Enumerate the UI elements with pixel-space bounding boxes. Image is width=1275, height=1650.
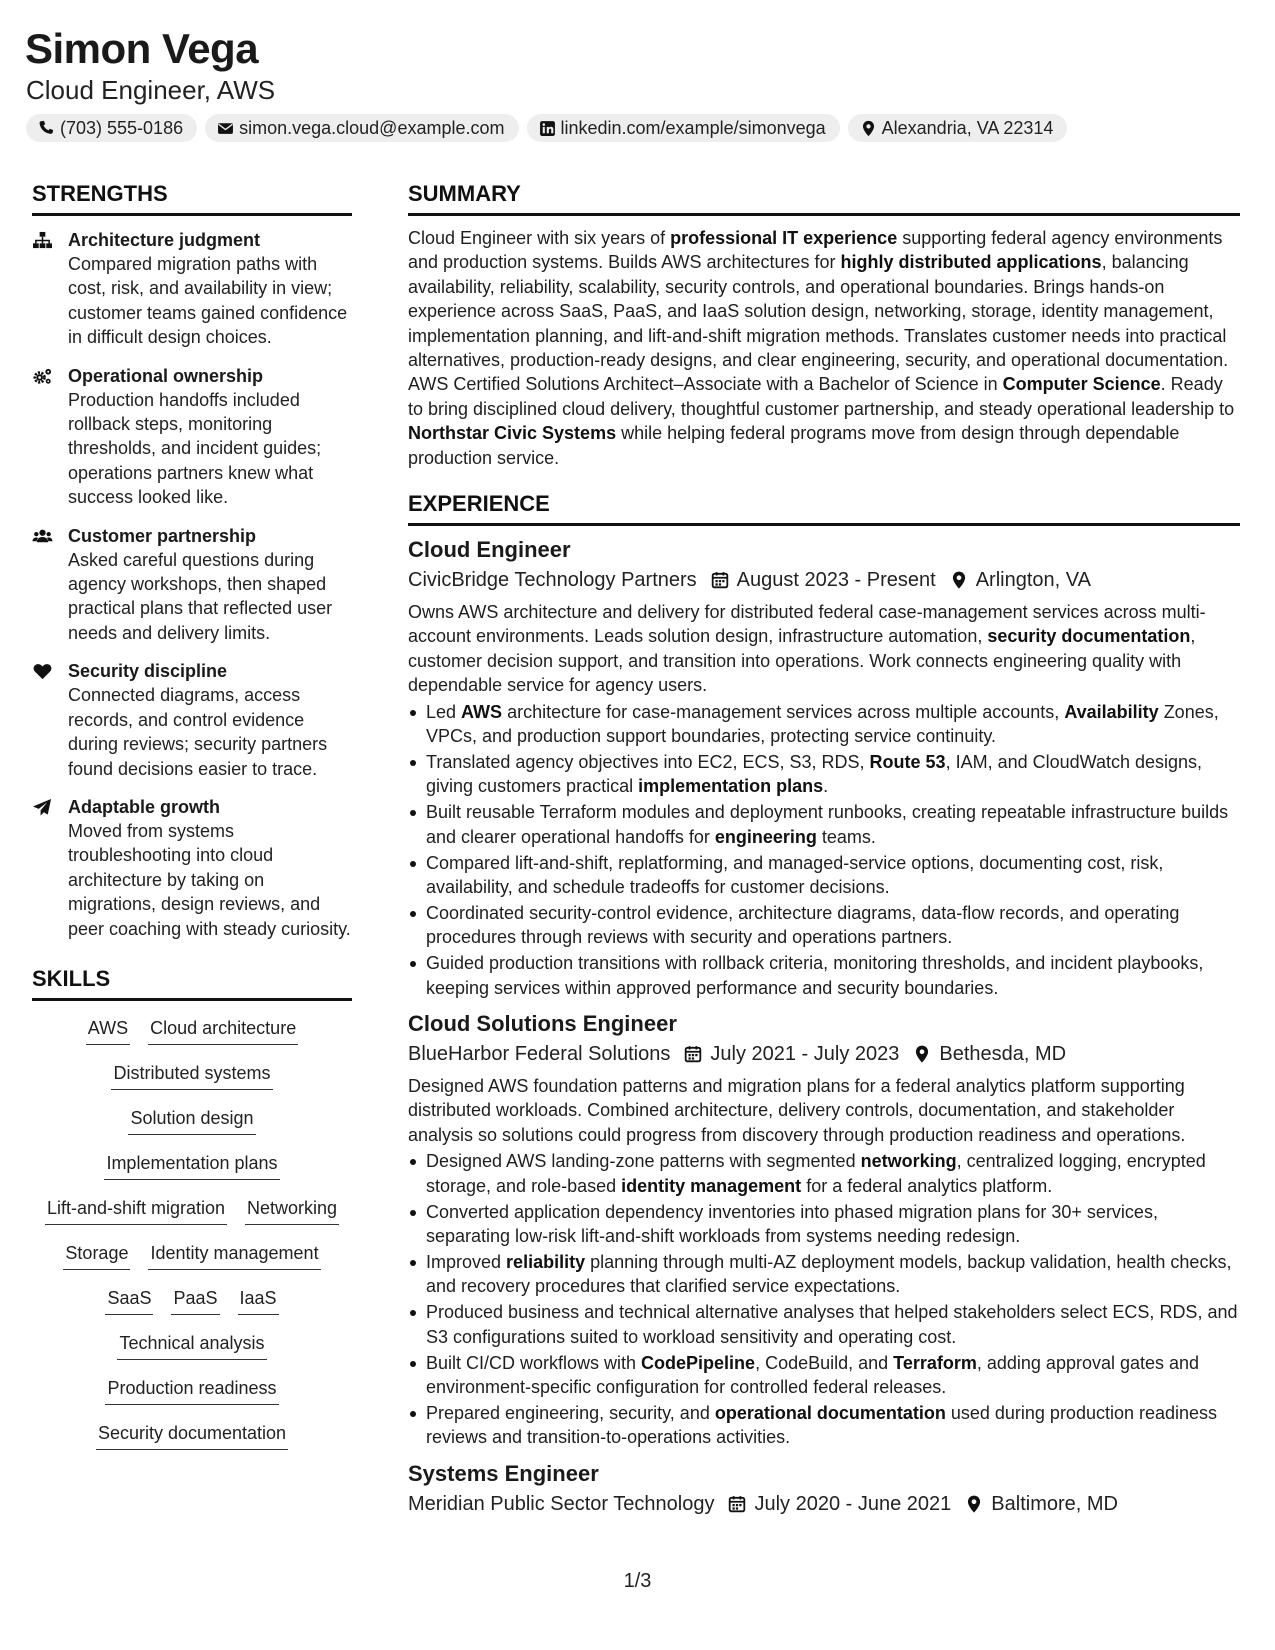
text-run: Designed AWS foundation patterns and migration plans for a federal analytics platform supporting distributed workloads. Combined architecture, delivery controls, documentation, and stakeholder analysis so solutions could progress from discovery through production readiness and operations. <box>408 1076 1186 1145</box>
text-run: for a federal analytics platform. <box>801 1175 1053 1196</box>
job-title: Cloud Solutions Engineer <box>408 1011 677 1037</box>
map-marker-icon <box>950 571 968 589</box>
heart-icon <box>32 662 53 681</box>
text-run: Produced business and technical alternative analyses that helped stakeholders select ECS, RDS, and S3 configurations suited to workload sensitivity and operating cost. <box>426 1302 1238 1347</box>
job-meta <box>408 1490 1240 1518</box>
summary-heading: SUMMARY <box>408 181 521 206</box>
text-run: , CodeBuild, and <box>755 1352 894 1373</box>
emphasis-text: CodePipeline <box>641 1352 756 1373</box>
job-title: Cloud Engineer <box>408 537 571 563</box>
text-run: Prepared engineering, security, and <box>426 1402 715 1423</box>
text-run: Converted application dependency inventories into phased migration plans for 30+ services, separating low-risk lift-and-shift workloads from systems needing redesign. <box>426 1201 1158 1246</box>
strength-desc: Connected diagrams, access records, and control evidence during reviews; security partners found decisions easier to trace. <box>68 685 328 779</box>
job-company: CivicBridge Technology Partners <box>408 569 697 592</box>
text-run: Zones, VPCs, and production support boundaries, protecting service continuity. <box>426 701 1219 747</box>
job-company: BlueHarbor Federal Solutions <box>408 1043 671 1066</box>
strengths-list <box>32 228 352 941</box>
skills-row <box>32 1060 352 1105</box>
job-bullet <box>408 901 1240 950</box>
text-run: Built CI/CD workflows with <box>426 1352 642 1373</box>
right-column <box>408 180 1240 1518</box>
text-run: Compared lift-and-shift, replatforming, and managed-service options, documenting cost, risk, availability, and schedule tradeoffs for customer decisions. <box>426 852 1164 898</box>
skills-rule <box>32 998 352 1001</box>
job-summary <box>408 1074 1240 1147</box>
experience-heading: EXPERIENCE <box>408 491 550 517</box>
job-location: Arlington, VA <box>975 569 1091 592</box>
skill-tag: Implementation plans <box>104 1150 279 1180</box>
strength-title: Adaptable growth <box>68 796 220 817</box>
text-run: , balancing availability, reliability, scalability, security controls, and operational boundaries. Brings hands-on experience across SaaS, PaaS, and IaaS solution design, networking, storage, identity management, implementation planning, and lift-and-shift migration methods. Translates customer needs into practical alternatives, production-ready designs, and clear engineering, security, and operational documentation. AWS Certified Solutions Architect–Associate with a Bachelor of Science in <box>408 252 1229 395</box>
strength-desc: Compared migration paths with cost, risk, and availability in view; customer teams gained confidence in difficult design choices. <box>68 254 348 348</box>
left-column <box>32 180 352 1465</box>
emphasis-text: identity management <box>621 1175 802 1196</box>
skill-tag: Lift-and-shift migration <box>45 1195 227 1225</box>
emphasis-text: implementation plans <box>638 776 824 797</box>
emphasis-text: professional IT experience <box>670 228 898 248</box>
calendar-icon <box>728 1495 746 1513</box>
skills-row <box>32 1240 352 1285</box>
contact-bar <box>26 114 1067 142</box>
emphasis-text: Computer Science <box>1002 374 1161 395</box>
job-meta <box>408 1040 1240 1068</box>
candidate-role: Cloud Engineer, AWS <box>26 75 276 105</box>
job-dates: August 2023 - Present <box>736 569 936 592</box>
strength-desc: Production handoffs included rollback steps, monitoring thresholds, and incident guides; operations partners knew what success looked like. <box>68 389 322 508</box>
text-run: supporting federal agency environments and production systems. Builds AWS architectures for <box>408 228 1223 273</box>
phone-icon <box>38 120 55 137</box>
text-run: Designed AWS landing-zone patterns with segmented <box>426 1151 861 1172</box>
map-marker-icon <box>965 1495 983 1513</box>
job-bullet <box>408 1250 1240 1299</box>
text-run: . Ready to bring disciplined cloud delivery, thoughtful customer partnership, and steady operational leadership to <box>408 374 1235 419</box>
map-marker-icon <box>913 1045 931 1063</box>
skill-tag: Networking <box>245 1195 339 1225</box>
skill-tag: Identity management <box>148 1240 320 1270</box>
paper-plane-icon <box>32 798 53 817</box>
emphasis-text: reliability <box>506 1251 586 1272</box>
strength-item <box>32 228 352 350</box>
summary-text <box>408 226 1240 470</box>
emphasis-text: Route 53 <box>869 752 946 772</box>
text-run: Coordinated security-control evidence, architecture diagrams, data-flow records, and operating procedures through reviews with security and operations partners. <box>426 902 1180 948</box>
job-bullets <box>408 700 1240 1000</box>
text-run: Owns AWS architecture and delivery for distributed federal case-management services across multi-account environments. Leads solution design, infrastructure automation, <box>408 602 1206 647</box>
text-run: architecture for case-management services across multiple accounts, <box>502 701 1065 722</box>
skills-heading: SKILLS <box>32 965 111 991</box>
text-run: used during production readiness reviews and transition-to-operations activities. <box>426 1402 1218 1448</box>
job-company: Meridian Public Sector Technology <box>408 1492 715 1515</box>
text-run: planning through multi-AZ deployment models, backup validation, health checks, and recovery procedures that clarified service expectations. <box>426 1251 1232 1297</box>
strength-item <box>32 659 352 781</box>
emphasis-text: highly distributed applications <box>840 252 1102 273</box>
contact-location-text: Alexandria, VA 22314 <box>881 117 1054 138</box>
strength-item <box>32 364 352 510</box>
job-dates: July 2020 - June 2021 <box>754 1492 952 1515</box>
strength-title: Security discipline <box>68 661 228 682</box>
job-bullet <box>408 1200 1240 1249</box>
job-bullet <box>408 851 1240 900</box>
job-location: Baltimore, MD <box>991 1492 1118 1515</box>
strength-title: Customer partnership <box>68 525 257 546</box>
strength-title: Architecture judgment <box>68 230 261 250</box>
text-run: while helping federal programs move from design through dependable production service. <box>408 423 1180 468</box>
job-title: Systems Engineer <box>408 1460 599 1486</box>
calendar-icon <box>711 571 729 589</box>
job-bullet <box>408 1149 1240 1198</box>
job-bullet <box>408 750 1240 799</box>
sitemap-icon <box>32 231 53 250</box>
strength-item <box>32 795 352 941</box>
job-bullet <box>408 700 1240 749</box>
job-bullet <box>408 1401 1240 1450</box>
skill-tag: IaaS <box>238 1285 279 1315</box>
text-run: Cloud Engineer with six years of <box>408 228 671 248</box>
skills-row <box>32 1195 352 1240</box>
contact-phone[interactable] <box>26 114 197 142</box>
emphasis-text: Northstar Civic Systems <box>408 423 617 444</box>
text-run: . <box>823 776 829 797</box>
experience-rule <box>408 523 1240 526</box>
job-entry <box>408 1010 1240 1450</box>
linkedin-icon <box>539 120 556 137</box>
skill-tag: AWS <box>86 1015 130 1045</box>
text-run: Built reusable Terraform modules and deployment runbooks, creating repeatable infrastructure builds and clearer operational handoffs for <box>426 802 1229 847</box>
emphasis-text: Terraform <box>893 1352 977 1373</box>
job-bullet <box>408 800 1240 849</box>
skill-tag: Cloud architecture <box>148 1015 298 1045</box>
contact-location[interactable] <box>848 114 1068 142</box>
emphasis-text: AWS <box>461 701 503 722</box>
candidate-name: Simon Vega <box>25 25 259 72</box>
page-number: 1/3 <box>623 1570 652 1592</box>
strengths-rule <box>32 213 352 216</box>
contact-email-text: simon.vega.cloud@example.com <box>239 117 505 138</box>
experience-list <box>408 536 1240 1518</box>
job-dates: July 2021 - July 2023 <box>710 1043 900 1066</box>
envelope-icon <box>217 120 234 137</box>
text-run: Led <box>426 701 462 722</box>
skills-row <box>32 1330 352 1375</box>
text-run: teams. <box>816 826 876 847</box>
emphasis-text: security documentation <box>987 626 1191 647</box>
text-run: , centralized logging, encrypted storage, and role-based <box>426 1151 1206 1196</box>
strengths-heading: STRENGTHS <box>32 181 168 206</box>
text-run: , customer decision support, and transition into operations. Work connects engineering quality with dependable service for agency users. <box>408 626 1196 696</box>
contact-phone-text: (703) 555-0186 <box>60 117 184 138</box>
job-meta <box>408 566 1240 594</box>
skill-tag: Production readiness <box>105 1375 278 1405</box>
skill-tag: Solution design <box>128 1105 255 1135</box>
contact-linkedin[interactable] <box>527 114 840 142</box>
job-entry <box>408 536 1240 1000</box>
emphasis-text: Availability <box>1064 701 1159 722</box>
summary-rule <box>408 213 1240 216</box>
calendar-icon <box>684 1045 702 1063</box>
skills-row <box>32 1105 352 1150</box>
job-bullet <box>408 951 1240 1000</box>
skills-row <box>32 1150 352 1195</box>
emphasis-text: engineering <box>714 826 817 847</box>
users-icon <box>32 527 53 546</box>
job-bullets <box>408 1149 1240 1449</box>
skill-tag: Distributed systems <box>111 1060 272 1090</box>
map-marker-icon <box>860 120 877 137</box>
job-bullet <box>408 1351 1240 1400</box>
skill-tag: SaaS <box>105 1285 153 1315</box>
strength-desc: Moved from systems troubleshooting into cloud architecture by taking on migrations, design reviews, and peer coaching with steady curiosity. <box>68 820 351 939</box>
emphasis-text: networking <box>860 1151 957 1172</box>
skill-tag: Storage <box>63 1240 130 1270</box>
job-entry <box>408 1460 1240 1518</box>
skills-row <box>32 1420 352 1465</box>
skills-row <box>32 1015 352 1060</box>
contact-linkedin-text: linkedin.com/example/simonvega <box>560 117 826 138</box>
strength-title: Operational ownership <box>68 365 264 386</box>
contact-email[interactable] <box>205 114 518 142</box>
strength-desc: Asked careful questions during agency workshops, then shaped practical plans that reflected user needs and delivery limits. <box>68 549 333 643</box>
skills-list <box>32 1015 352 1465</box>
skill-tag: PaaS <box>171 1285 219 1315</box>
text-run: , adding approval gates and environment-specific configuration for controlled federal releases. <box>426 1352 1200 1397</box>
emphasis-text: operational documentation <box>714 1402 946 1423</box>
skill-tag: Security documentation <box>96 1420 288 1450</box>
skills-row <box>32 1375 352 1420</box>
text-run: Guided production transitions with rollback criteria, monitoring thresholds, and incident playbooks, keeping services within approved performance and security boundaries. <box>426 953 1204 998</box>
cogs-icon <box>32 367 53 386</box>
skill-tag: Technical analysis <box>117 1330 266 1360</box>
job-location: Bethesda, MD <box>939 1043 1067 1066</box>
job-bullet <box>408 1300 1240 1349</box>
job-summary <box>408 600 1240 698</box>
skills-row <box>32 1285 352 1330</box>
text-run: , IAM, and CloudWatch designs, giving customers practical <box>426 752 1203 797</box>
text-run: Translated agency objectives into EC2, ECS, S3, RDS, <box>426 752 870 772</box>
text-run: Improved <box>426 1251 507 1272</box>
strength-item <box>32 524 352 646</box>
